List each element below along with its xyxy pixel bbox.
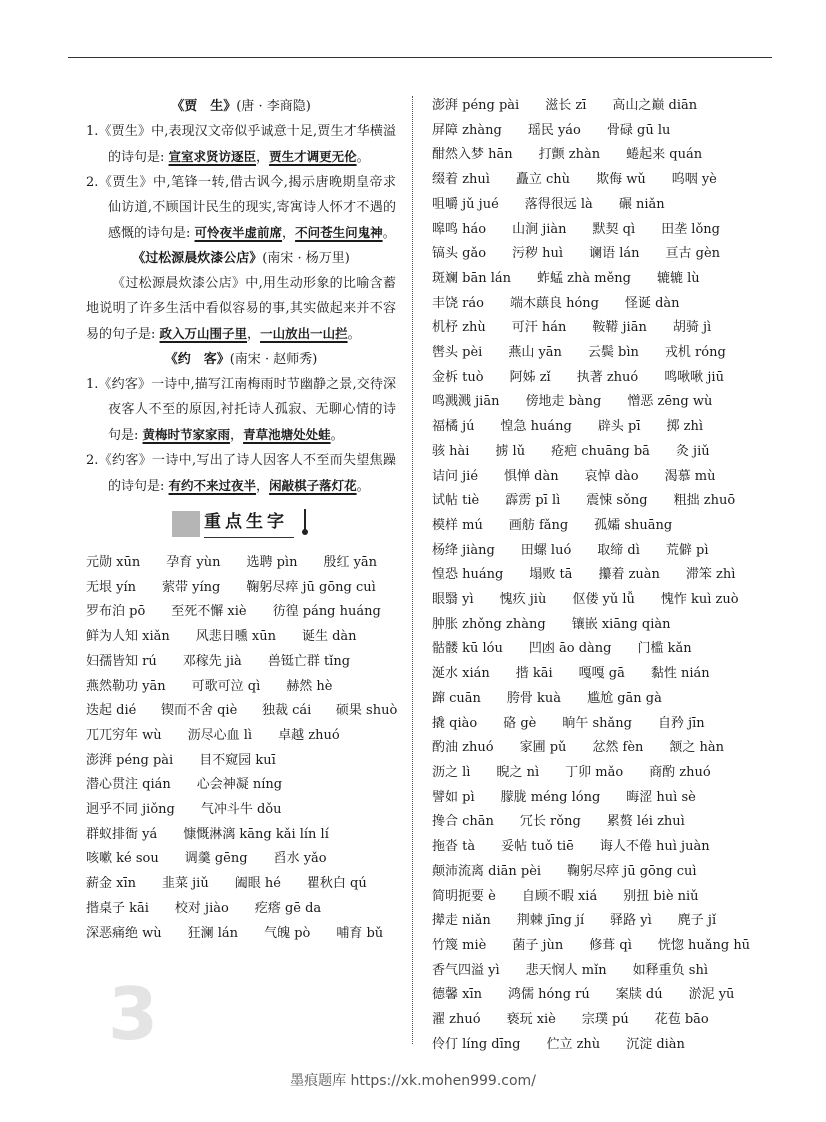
vocab-entry: 田垄 lǒng [661,221,720,237]
word-row [432,218,762,243]
vocab-entry: 无垠 yín [86,579,137,595]
page-number: 3 [108,972,159,1056]
answer: 一山放出一山拦 [260,326,348,341]
vocab-entry: 金柝 tuò [432,369,484,385]
vocab-entry: 肿胀 zhǒng zhàng [432,616,546,632]
word-row [432,539,762,564]
word-row [86,798,396,823]
word-list-right [432,94,762,1057]
vocab-entry: 屏障 zhàng [432,122,502,138]
word-row [432,390,762,415]
word-row [432,761,762,786]
vocab-entry: 蜷起来 quán [626,147,703,163]
answer: 不问苍生问鬼神 [295,225,383,240]
vocab-entry: 锲而不舍 qiè [160,703,238,719]
word-row [432,934,762,959]
question-number: 1. [86,377,99,392]
vocab-entry: 鸣溅溅 jiān [432,394,500,410]
vocab-entry: 迭起 dié [86,703,137,719]
punct: 。 [382,226,396,241]
vocab-entry: 伫立 zhù [546,1036,601,1052]
poem-name: 《贾 生》 [171,99,237,114]
word-row [432,687,762,712]
vocab-entry: 眼翳 yì [432,592,474,608]
question-text: 《贾生》中,表现汉文帝似乎诚意十足,贾生才华横溢的诗句是: [98,124,396,165]
vocab-entry: 妥帖 tuǒ tiē [501,839,574,855]
vocab-entry: 冗长 rǒng [519,814,581,830]
vocab-entry: 辘辘 lù [656,270,700,286]
word-row [432,292,762,317]
poem-title [86,347,396,372]
word-row [432,242,762,267]
question-number: 1. [86,124,99,139]
word-row [432,193,762,218]
vocab-entry: 愧疚 jiù [499,592,547,608]
vocab-entry: 疙瘩 gē da [254,900,322,916]
vocab-entry: 哀悼 dào [584,468,639,484]
vocab-entry: 阿姊 zǐ [509,369,551,385]
punct: ， [282,226,296,241]
vocab-entry: 镐头 gǎo [432,246,487,262]
punct: 。 [330,428,344,443]
vocab-entry: 亵玩 xiè [506,1012,556,1028]
word-row [432,909,762,934]
vocab-entry: 丰饶 ráo [432,295,484,311]
question-text: 《贾生》中,笔锋一转,借古讽今,揭示唐晚期皇帝求仙访道,不顾国计民生的现实,寄寓诗人怀才不遇的感慨的诗句是: [98,175,396,241]
vocab-entry: 譬如 pì [432,789,475,805]
vocab-entry: 沉淀 diàn [626,1036,685,1052]
word-row [432,736,762,761]
word-row [432,366,762,391]
vocab-entry: 萦带 yíng [162,579,221,595]
vocab-entry: 荒僻 pì [665,542,709,558]
vocab-entry: 攥着 zuàn [598,567,660,583]
vocab-entry: 至死不懈 xiè [171,604,247,620]
word-row [86,773,396,798]
vocab-entry: 嘎嘎 gā [578,666,625,682]
question-text: 《过松源晨炊漆公店》中,用生动形象的比喻含蓄地说明了许多生活中看似容易的事,其实做起来并不容易的句子是: [86,276,396,342]
vocab-entry: 斑斓 bān lán [432,270,511,286]
question-number: 2. [86,175,99,190]
section-heading: 重点生字 [204,507,294,538]
word-row [86,897,396,922]
punct: ， [247,327,261,342]
vocab-entry: 竹篾 miè [432,937,487,953]
vocab-entry: 污秽 huì [512,246,564,262]
vocab-entry: 鞠躬尽瘁 jū gōng cuì [567,863,697,879]
vocab-entry: 撬 qiào [432,715,478,731]
vocab-entry: 家圃 pǔ [519,740,567,756]
vocab-entry: 别扭 biè niǔ [623,888,699,904]
vocab-entry: 端木蕻良 hóng [509,295,599,311]
vocab-entry: 兀兀穷年 wù [86,727,162,743]
vocab-entry: 酌油 zhuó [432,740,494,756]
vocab-entry: 尴尬 gān gà [587,690,662,706]
punct: 。 [347,327,361,342]
word-row [86,699,396,724]
vocab-entry: 骨碌 gū lu [606,122,671,138]
word-row [86,872,396,897]
vocab-entry: 颠沛流离 diān pèi [432,863,542,879]
vocab-entry: 惧惮 dàn [504,468,559,484]
vocab-entry: 掳 lǔ [495,443,526,459]
vocab-entry: 宗璞 pú [581,1012,629,1028]
vocab-entry: 高山之巅 diān [612,98,698,113]
vocab-entry: 云鬓 bìn [587,345,639,361]
vocab-entry: 骇 hài [432,443,470,459]
vocab-entry: 气冲斗牛 dǒu [200,802,282,818]
word-row [432,563,762,588]
vocab-entry: 气魄 pò [264,925,311,941]
word-row [86,650,396,675]
answer: 黄梅时节家家雨 [142,427,231,442]
vocab-entry: 搀合 chān [432,814,494,830]
word-row [432,341,762,366]
word-list-left [86,551,396,946]
vocab-entry: 睨之 nì [496,764,540,780]
word-row [432,712,762,737]
vocab-entry: 酣然入梦 hān [432,147,513,163]
question-number: 2. [86,453,99,468]
vocab-entry: 嗥鸣 háo [432,221,487,237]
vocab-entry: 澎湃 péng pài [86,752,174,768]
word-row [432,662,762,687]
word-row [432,1008,762,1033]
word-row [432,514,762,539]
vocab-entry: 灸 jiǔ [675,443,710,459]
vocab-entry: 怪诞 dàn [624,295,680,311]
vocab-entry: 彷徨 páng huáng [272,604,381,620]
vocab-entry: 调羹 gēng [184,851,248,867]
vocab-entry: 风悲日曛 xūn [195,629,276,645]
vocab-entry: 落得很远 là [524,196,593,212]
answer: 政入万山围子里 [159,326,248,341]
vocab-entry: 如释重负 shì [632,962,708,978]
vocab-entry: 鲜为人知 xiǎn [86,629,170,645]
word-row [432,465,762,490]
vocab-entry: 邓稼先 jià [182,653,242,669]
vocab-entry: 燕然勒功 yān [86,678,166,694]
answer: 闲敲棋子落灯花 [269,478,357,493]
vocab-entry: 殷红 yān [323,555,378,570]
vocab-entry: 朦胧 méng lóng [500,789,601,805]
poem-author: (南宋 · 赵师秀) [229,352,318,367]
vocab-entry: 目不窥园 kuī [199,752,276,768]
vocab-entry: 惶恐 huáng [432,567,504,583]
question [86,271,396,347]
vocab-entry: 卓越 zhuó [278,727,340,743]
word-row [432,316,762,341]
vocab-entry: 瞿秋白 qú [306,876,367,892]
vocab-entry: 迥乎不同 jiǒng [86,802,175,818]
word-row [432,588,762,613]
vocab-entry: 淤泥 yū [688,987,735,1003]
vocab-entry: 渴慕 mù [664,468,716,484]
word-row [86,551,396,576]
word-row [86,600,396,625]
vocab-entry: 模样 mú [432,517,483,533]
vocab-entry: 滋长 zī [545,98,587,113]
question [86,119,396,170]
vocab-entry: 蚱蜢 zhà měng [537,270,631,286]
vocab-entry: 兽铤亡群 tǐng [267,653,351,669]
word-row [432,168,762,193]
word-row [86,823,396,848]
poem-author: (唐 · 李商隐) [236,99,311,114]
word-row [86,675,396,700]
vocab-entry: 自矜 jīn [657,715,705,731]
vocab-entry: 可歌可泣 qì [191,678,261,694]
vocab-entry: 揩桌子 kāi [86,900,149,916]
vocab-entry: 濯 zhuó [432,1012,481,1028]
vocab-entry: 恍惚 huǎng hū [657,937,751,953]
vocab-entry: 狂澜 lán [187,925,239,941]
vocab-entry: 黏性 nián [650,666,710,682]
vocab-entry: 自顾不暇 xiá [521,888,598,904]
vocab-entry: 蹿 cuān [432,690,481,706]
vocab-entry: 修葺 qì [589,937,632,953]
vocab-entry: 燕山 yān [508,345,562,361]
column-divider [412,96,413,1044]
vocab-entry: 颔之 hàn [669,740,725,756]
vocab-entry: 山涧 jiàn [512,221,567,237]
vocab-entry: 选聘 pìn [246,555,298,570]
vocab-entry: 傍地走 bàng [525,394,602,410]
vocab-entry: 鞍鞯 jiān [592,320,647,336]
vocab-entry: 校对 jiào [174,900,229,916]
poem-title [86,246,396,271]
punct: ， [256,479,270,494]
question [86,448,396,499]
answer: 有约不来过夜半 [168,478,257,493]
vocab-entry: 德馨 xīn [432,987,482,1003]
vocab-entry: 菌子 jùn [512,937,564,953]
vocab-entry: 晦涩 huì sè [626,789,696,805]
vocab-entry: 深恶痛绝 wù [86,925,162,941]
vocab-entry: 惶急 huáng [500,419,572,435]
answer: 宣室求贤访逐臣 [168,149,257,164]
vocab-entry: 诘问 jié [432,468,479,484]
vocab-entry: 咀嚼 jǔ jué [432,196,499,212]
vocab-entry: 憎恶 zēng wù [627,394,713,410]
vocab-entry: 澎湃 péng pài [432,98,520,113]
vocab-entry: 孕育 yùn [166,555,221,570]
vocab-entry: 咳嗽 ké sou [86,851,159,867]
vocab-entry: 画舫 fǎng [508,517,569,533]
vocab-entry: 碾 niǎn [618,196,665,212]
question [86,372,396,448]
answer: 可怜夜半虚前席 [194,225,283,240]
poem-author: (南宋 · 杨万里) [262,251,350,266]
word-row [432,786,762,811]
word-row [432,860,762,885]
top-rule [68,57,772,58]
vocab-entry: 镶嵌 xiāng qiàn [571,616,671,632]
vocab-entry: 商酌 zhuó [649,764,711,780]
vocab-entry: 硌 gè [503,715,537,731]
word-row [432,415,762,440]
vocab-entry: 驿路 yì [610,913,652,929]
right-column [432,94,762,1057]
vocab-entry: 鞠躬尽瘁 jū gōng cuì [246,579,376,595]
vocab-entry: 瑶民 yáo [527,122,581,138]
vocab-entry: 慷慨淋漓 kāng kǎi lín lí [183,826,329,842]
vocab-entry: 辟头 pī [597,419,641,435]
vocab-entry: 愧怍 kuì zuò [660,592,739,608]
word-row [432,1033,762,1058]
word-row [432,983,762,1008]
word-row [432,94,762,119]
vocab-entry: 韭菜 jiǔ [162,876,209,892]
punct: 。 [356,150,370,165]
vocab-entry: 涎水 xián [432,666,490,682]
vocab-entry: 罗布泊 pō [86,604,146,620]
punct: ， [256,150,270,165]
word-row [432,440,762,465]
footer-watermark: 墨痕题库 https://xk.mohen999.com/ [290,1073,536,1089]
vocab-entry: 诞生 dàn [301,629,357,645]
vocab-entry: 晌午 shǎng [562,715,632,731]
vocab-entry: 香气四溢 yì [432,962,500,978]
word-row [86,847,396,872]
vocab-entry: 执著 zhuó [576,369,639,385]
word-row [432,489,762,514]
vocab-entry: 默契 qì [592,221,636,237]
word-row [432,835,762,860]
vocab-entry: 沥之 lì [432,764,471,780]
vocab-entry: 伶仃 líng dīng [432,1036,521,1052]
vocab-entry: 鸿儒 hóng rú [508,987,590,1003]
vocab-entry: 心会神凝 níng [196,777,283,793]
word-row [432,119,762,144]
word-row [86,625,396,650]
vocab-entry: 可汗 hán [511,320,567,336]
vocab-entry: 机杼 zhù [432,320,486,336]
vocab-entry: 丁卯 mǎo [565,764,624,780]
vocab-entry: 拖沓 tà [432,839,476,855]
poem-name: 《约 客》 [164,352,230,367]
word-row [86,749,396,774]
word-row [86,922,396,947]
vocab-entry: 疮疤 chuāng bā [551,443,650,459]
vocab-entry: 掷 zhì [666,419,704,435]
vocab-entry: 哺育 bǔ [336,925,384,941]
vocab-entry: 揩 kāi [515,666,553,682]
poem-title [86,94,396,119]
vocab-entry: 粗拙 zhuō [673,493,736,509]
vocab-entry: 案牍 dú [615,987,663,1003]
word-row [432,885,762,910]
poem-name: 《过松源晨炊漆公店》 [132,251,263,266]
vocab-entry: 伛偻 yǔ lǚ [572,592,635,608]
vocab-entry: 滞笨 zhì [685,567,736,583]
vocab-entry: 欺侮 wǔ [596,172,646,188]
vocab-entry: 试帖 tiè [432,493,480,509]
vocab-entry: 悲天悯人 mǐn [525,962,607,978]
vocab-entry: 呜咽 yè [671,172,717,188]
punct: 。 [356,479,370,494]
vocab-entry: 鸣啾啾 jiū [664,369,724,385]
answer: 青草池塘处处蛙 [243,427,331,442]
banner-square [172,511,200,537]
vocab-entry: 独裁 cái [261,703,312,719]
vocab-entry: 震悚 sǒng [586,493,648,509]
punct: ， [230,428,244,443]
section-banner [86,507,396,541]
vocab-entry: 荆棘 jīng jí [516,913,585,929]
vocab-entry: 霹雳 pī lì [505,493,561,509]
word-row [432,143,762,168]
vocab-entry: 打颤 zhàn [538,147,601,163]
vocab-entry: 沥尽心血 lì [187,727,253,743]
vocab-entry: 取缔 dì [597,542,640,558]
word-row [432,637,762,662]
vocab-entry: 矗立 chù [515,172,571,188]
vocab-entry: 麂子 jǐ [677,913,717,929]
vocab-entry: 简明扼要 è [432,888,496,904]
vocab-entry: 塌败 tā [529,567,573,583]
vocab-entry: 群蚁排衙 yá [86,826,158,842]
question-text: 《约客》一诗中,描写江南梅雨时节幽静之景,交待深夜客人不至的原因,衬托诗人孤寂、无聊心情的诗句是: [98,377,396,443]
vocab-entry: 赫然 hè [286,678,333,694]
vocab-entry: 撵走 niǎn [432,913,491,929]
vocab-entry: 花苞 bāo [654,1012,709,1028]
pin-icon [304,509,306,531]
vocab-entry: 妇孺皆知 rú [86,653,157,669]
word-row [432,959,762,984]
vocab-entry: 累赘 léi zhuì [606,814,685,830]
question [86,170,396,246]
vocab-entry: 薪金 xīn [86,876,136,892]
vocab-entry: 孤孀 shuāng [594,517,673,533]
left-column [86,94,396,946]
question-text: 《约客》一诗中,写出了诗人因客人不至而失望焦躁的诗句是: [98,453,396,494]
word-row [432,810,762,835]
vocab-entry: 元勋 xūn [86,555,141,570]
vocab-entry: 戎机 róng [664,345,726,361]
vocab-entry: 缀着 zhuì [432,172,490,188]
word-row [86,576,396,601]
word-row [432,613,762,638]
vocab-entry: 凹凼 āo dàng [528,641,612,657]
vocab-entry: 硕果 shuò [335,703,398,719]
vocab-entry: 骷髅 kū lóu [432,641,503,657]
answer: 贾生才调更无伦 [269,149,357,164]
vocab-entry: 阖眼 hé [234,876,281,892]
vocab-entry: 杨绛 jiàng [432,542,495,558]
vocab-entry: 诲人不倦 huì juàn [599,839,710,855]
vocab-entry: 谰语 lán [589,246,640,262]
vocab-entry: 田螺 luó [520,542,572,558]
vocab-entry: 辔头 pèi [432,345,483,361]
vocab-entry: 胡骑 jì [672,320,712,336]
word-row [432,267,762,292]
vocab-entry: 福橘 jú [432,419,475,435]
vocab-entry: 潜心贯注 qián [86,777,171,793]
vocab-entry: 胯骨 kuà [506,690,562,706]
vocab-entry: 忿然 fèn [592,740,644,756]
word-row [86,724,396,749]
vocab-entry: 舀水 yǎo [273,851,327,867]
vocab-entry: 亘古 gèn [665,246,721,262]
vocab-entry: 门槛 kǎn [637,641,692,657]
